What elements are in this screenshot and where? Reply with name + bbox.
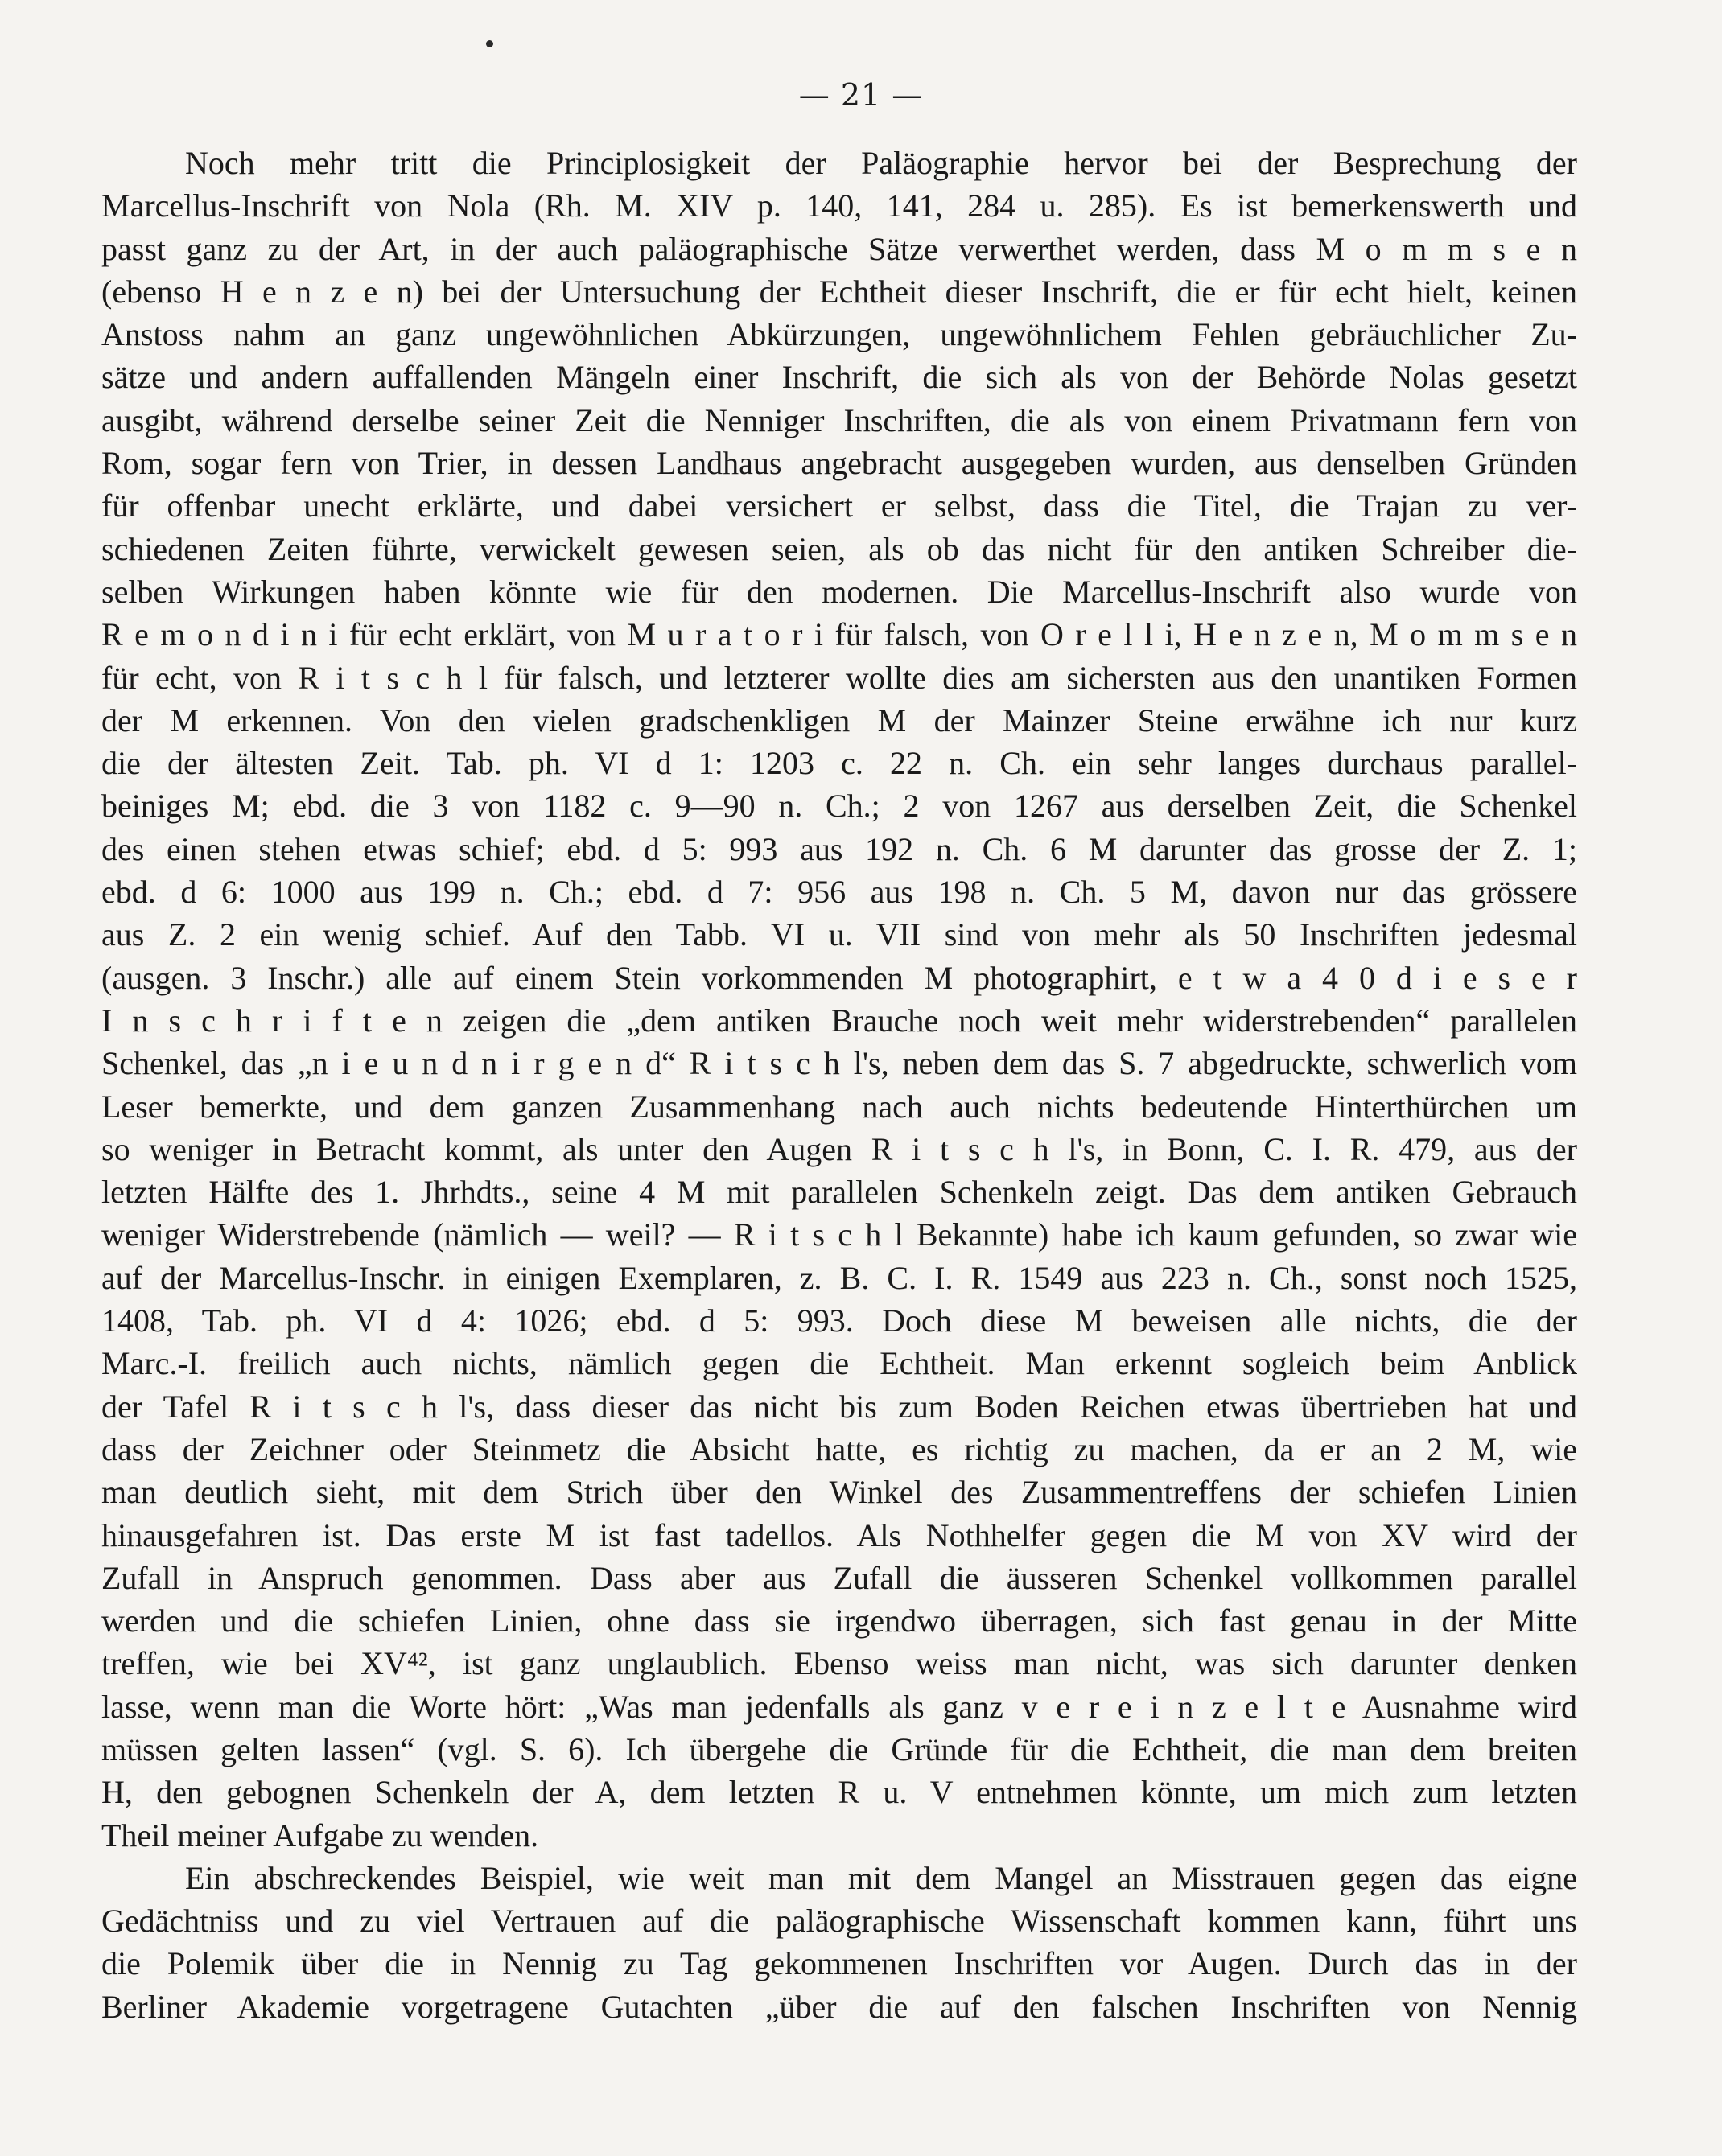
body-text <box>101 142 1577 2028</box>
text-line: müssen gelten lassen“ (vgl. S. 6). Ich übergehe die Gründe für die Echtheit, die man dem breiten <box>101 1730 1577 1767</box>
text-line: Noch mehr tritt die Principlosigkeit der Paläographie hervor bei der Besprechung der <box>185 145 1577 181</box>
text-line: werden und die schiefen Linien, ohne dass sie irgendwo überragen, sich fast genau in der Mitte <box>101 1603 1577 1640</box>
page-number: — 21 — <box>798 77 924 113</box>
text-line: H, den gebognen Schenkeln der A, dem letzten R u. V entnehmen könnte, um mich zum letzten <box>101 1774 1577 1811</box>
text-line: ausgibt, während derselbe seiner Zeit die Nenniger Inschriften, die als von einem Privatmann fern von <box>101 401 1577 438</box>
text-line: schiedenen Zeiten führte, verwickelt gewesen seien, als ob das nicht für den antiken Schreiber die- <box>101 530 1577 567</box>
text-line: 1408, Tab. ph. VI d 4: 1026; ebd. d 5: 993. Doch diese M beweisen alle nichts, die der <box>101 1302 1577 1339</box>
text-line: Theil meiner Aufgabe zu wenden. <box>101 1817 539 1854</box>
text-line: R e m o n d i n i für echt erklärt, von M u r a t o r i für falsch, von O r e l l i, H e n z e n, M o m m s e n <box>101 616 1577 653</box>
ink-speck <box>486 40 493 47</box>
text-line: man deutlich sieht, mit dem Strich über den Winkel des Zusammentreffens der schiefen Linien <box>101 1474 1577 1511</box>
text-line: letzten Hälfte des 1. Jhrhdts., seine 4 M mit parallelen Schenkeln zeigt. Das dem antiken Gebrauch <box>101 1174 1577 1211</box>
text-line: selben Wirkungen haben könnte wie für den modernen. Die Marcellus-Inschrift also wurde von <box>101 573 1577 610</box>
text-line: die Polemik über die in Nennig zu Tag gekommenen Inschriften vor Augen. Durch das in der <box>101 1945 1577 1982</box>
text-line: für echt, von R i t s c h l für falsch, und letzterer wollte dies am sichersten aus den unantiken Formen <box>101 659 1577 696</box>
text-line: Zufall in Anspruch genommen. Dass aber aus Zufall die äusseren Schenkel vollkommen parallel <box>101 1559 1577 1596</box>
text-line: treffen, wie bei XV⁴², ist ganz unglaublich. Ebenso weiss man nicht, was sich darunter denken <box>101 1645 1577 1682</box>
text-line: der Tafel R i t s c h l's, dass dieser das nicht bis zum Boden Reichen etwas übertrieben hat und <box>101 1388 1577 1425</box>
text-line: (ebenso H e n z e n) bei der Untersuchung der Echtheit dieser Inschrift, die er für echt hielt, keinen <box>101 273 1577 310</box>
text-line: Berliner Akademie vorgetragene Gutachten „über die auf den falschen Inschriften von Nennig <box>101 1988 1577 2025</box>
text-line: Gedächtniss und zu viel Vertrauen auf die paläographische Wissenschaft kommen kann, führt uns <box>101 1903 1577 1940</box>
text-line: (ausgen. 3 Inschr.) alle auf einem Stein vorkommenden M photographirt, e t w a 4 0 d i e s e r <box>101 959 1577 996</box>
text-line: Marc.-I. freilich auch nichts, nämlich gegen die Echtheit. Man erkennt sogleich beim Anblick <box>101 1345 1577 1382</box>
text-line: lasse, wenn man die Worte hört: „Was man jedenfalls als ganz v e r e i n z e l t e Ausnahme wird <box>101 1688 1577 1725</box>
text-line: I n s c h r i f t e n zeigen die „dem antiken Brauche noch weit mehr widerstrebenden“ parallelen <box>101 1002 1577 1039</box>
text-line: auf der Marcellus-Inschr. in einigen Exemplaren, z. B. C. I. R. 1549 aus 223 n. Ch., sonst noch 1525, <box>101 1259 1577 1296</box>
text-line: Leser bemerkte, und dem ganzen Zusammenhang nach auch nichts bedeutende Hinterthürchen um <box>101 1088 1577 1125</box>
text-line: die der ältesten Zeit. Tab. ph. VI d 1: 1203 c. 22 n. Ch. ein sehr langes durchaus parallel- <box>101 745 1577 782</box>
text-line: sätze und andern auffallenden Mängeln einer Inschrift, die sich als von der Behörde Nolas gesetzt <box>101 359 1577 396</box>
text-line: Marcellus-Inschrift von Nola (Rh. M. XIV p. 140, 141, 284 u. 285). Es ist bemerkenswerth und <box>101 187 1577 224</box>
text-line: Anstoss nahm an ganz ungewöhnlichen Abkürzungen, ungewöhnlichem Fehlen gebräuchlicher Zu- <box>101 316 1577 353</box>
text-line: aus Z. 2 ein wenig schief. Auf den Tabb. VI u. VII sind von mehr als 50 Inschriften jedesmal <box>101 916 1577 953</box>
text-line: beiniges M; ebd. die 3 von 1182 c. 9—90 n. Ch.; 2 von 1267 aus derselben Zeit, die Schenkel <box>101 788 1577 825</box>
text-line: des einen stehen etwas schief; ebd. d 5: 993 aus 192 n. Ch. 6 M darunter das grosse der Z. 1; <box>101 830 1577 867</box>
text-line: der M erkennen. Von den vielen gradschenkligen M der Mainzer Steine erwähne ich nur kurz <box>101 702 1577 739</box>
text-line: hinausgefahren ist. Das erste M ist fast tadellos. Als Nothhelfer gegen die M von XV wird der <box>101 1516 1577 1553</box>
text-line: Schenkel, das „n i e u n d n i r g e n d“ R i t s c h l's, neben dem das S. 7 abgedruckte, schwerlich vom <box>101 1045 1577 1082</box>
text-line: weniger Widerstrebende (nämlich — weil? — R i t s c h l Bekannte) habe ich kaum gefunden, so zwar wie <box>101 1216 1577 1253</box>
text-line: Rom, sogar fern von Trier, in dessen Landhaus angebracht ausgegeben wurden, aus denselben Gründen <box>101 445 1577 482</box>
text-line: dass der Zeichner oder Steinmetz die Absicht hatte, es richtig zu machen, da er an 2 M, wie <box>101 1430 1577 1467</box>
text-line: passt ganz zu der Art, in der auch paläographische Sätze verwerthet werden, dass M o m m s e n <box>101 230 1577 267</box>
text-line: Ein abschreckendes Beispiel, wie weit man mit dem Mangel an Misstrauen gegen das eigne <box>185 1859 1577 1896</box>
text-line: ebd. d 6: 1000 aus 199 n. Ch.; ebd. d 7: 956 aus 198 n. Ch. 5 M, davon nur das grössere <box>101 874 1577 911</box>
text-line: so weniger in Betracht kommt, als unter den Augen R i t s c h l's, in Bonn, C. I. R. 479, aus der <box>101 1130 1577 1167</box>
text-line: für offenbar unecht erklärte, und dabei versichert er selbst, dass die Titel, die Trajan zu ver- <box>101 488 1577 525</box>
